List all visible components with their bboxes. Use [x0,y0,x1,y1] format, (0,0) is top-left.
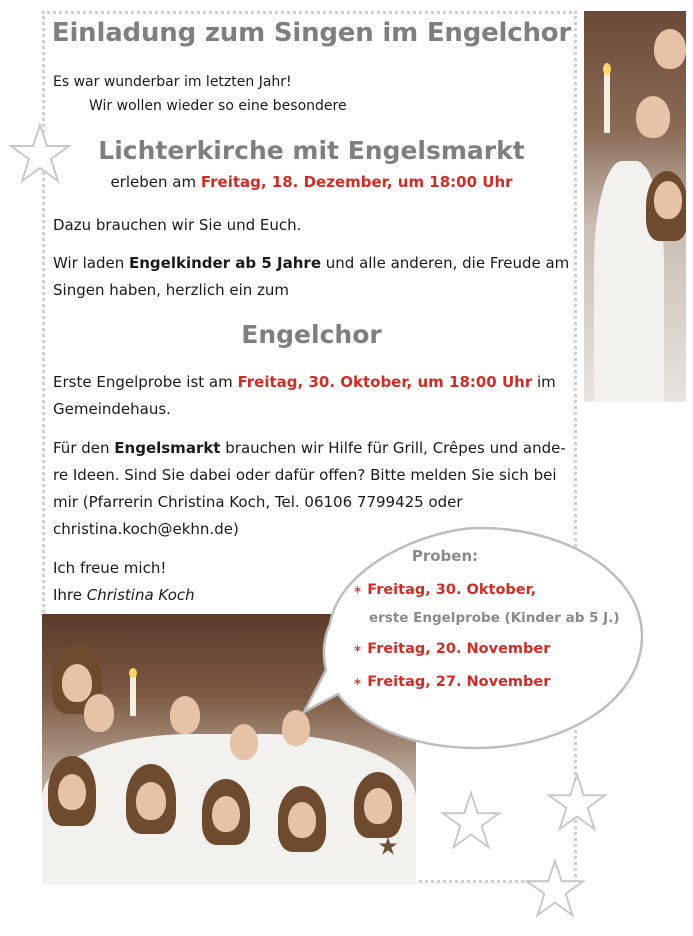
need-text: Dazu brauchen wir Sie und Euch. [53,216,302,234]
child-face [136,782,166,820]
rehearsal-date: Freitag, 30. Oktober, um 18:00 Uhr [237,373,533,391]
candle-shape [130,676,136,716]
asterisk-bullet-icon: ∗ [353,675,363,688]
rehearsal-line-1 [53,369,556,396]
choir-photo-right [584,11,686,402]
choir-heading: Engelchor [241,320,382,349]
signature-name: Christina Koch [86,586,195,604]
child-face [212,796,240,832]
rehearsal-item-date: Freitag, 27. November [367,674,551,690]
rehearsal-note-text: erste Engelprobe (Kinder ab 5 J.) [369,610,620,626]
child-face [364,788,392,824]
candle-flame [603,63,611,75]
closing-pre: Ihre [53,586,87,604]
help-line-2: re Ideen. Sind Sie dabei oder dafür offen? Bitte melden Sie sich bei [53,466,557,484]
invite-pre: Wir laden [53,254,129,272]
candle-flame [129,668,137,678]
star-outline-icon [546,772,608,834]
child-face [654,181,682,219]
child-face [170,696,200,734]
event-date-line [44,173,579,191]
closing-line-1: Ich freue mich! [53,559,167,577]
rehearsals-title: Proben: [411,547,479,565]
asterisk-bullet-icon: ∗ [353,583,363,596]
asterisk-bullet-icon: ∗ [353,642,363,655]
rehearsal-pre: Erste Engelprobe ist am [53,373,238,391]
child-face [230,724,258,760]
closing-line-2 [53,582,195,609]
rehearsal-item-date: Freitag, 30. Oktober, [367,582,537,598]
child-face [636,96,670,138]
event-date: Freitag, 18. Dezember, um 18:00 Uhr [200,173,513,191]
invite-bold: Engelkinder ab 5 Jahre [129,254,321,272]
invite-post: und alle anderen, die Freude am [321,254,570,272]
help-line-1 [53,435,566,462]
page-title: Einladung zum Singen im Engelchor [51,18,572,48]
event-heading: Lichterkirche mit Engelsmarkt [98,136,525,165]
intro-line-1: Es war wunderbar im letzten Jahr! [53,74,292,90]
rehearsal-post: im [532,373,556,391]
star-icon [378,836,398,856]
help-line-3: mir (Pfarrerin Christina Koch, Tel. 06106 7799425 oder [53,493,463,511]
rehearsal-item-note [369,610,620,626]
rehearsal-item-date: Freitag, 20. November [367,641,551,657]
rehearsal-item-1 [353,582,536,598]
intro-line-2: Wir wollen wieder so eine besondere [89,98,347,114]
star-outline-icon [524,858,586,920]
help-pre: Für den [53,439,115,457]
candle-shape [604,73,610,133]
help-bold: Engelsmarkt [114,439,221,457]
help-post: brauchen wir Hilfe für Grill, Crêpes und ande- [220,439,566,457]
child-face [654,29,686,69]
rehearsal-line-2: Gemeindehaus. [53,400,171,418]
child-face [62,664,92,702]
invite-line-2: Singen haben, herzlich ein zum [53,281,290,299]
child-face [58,774,86,810]
child-face [288,802,316,838]
rehearsal-item-3 [353,674,550,690]
event-date-prefix: erleben am [110,173,201,191]
star-outline-icon [440,790,502,852]
child-face [84,694,114,732]
help-line-4: christina.koch@ekhn.de) [53,520,239,538]
rehearsal-item-2 [353,641,550,657]
invite-line-1 [53,250,569,277]
